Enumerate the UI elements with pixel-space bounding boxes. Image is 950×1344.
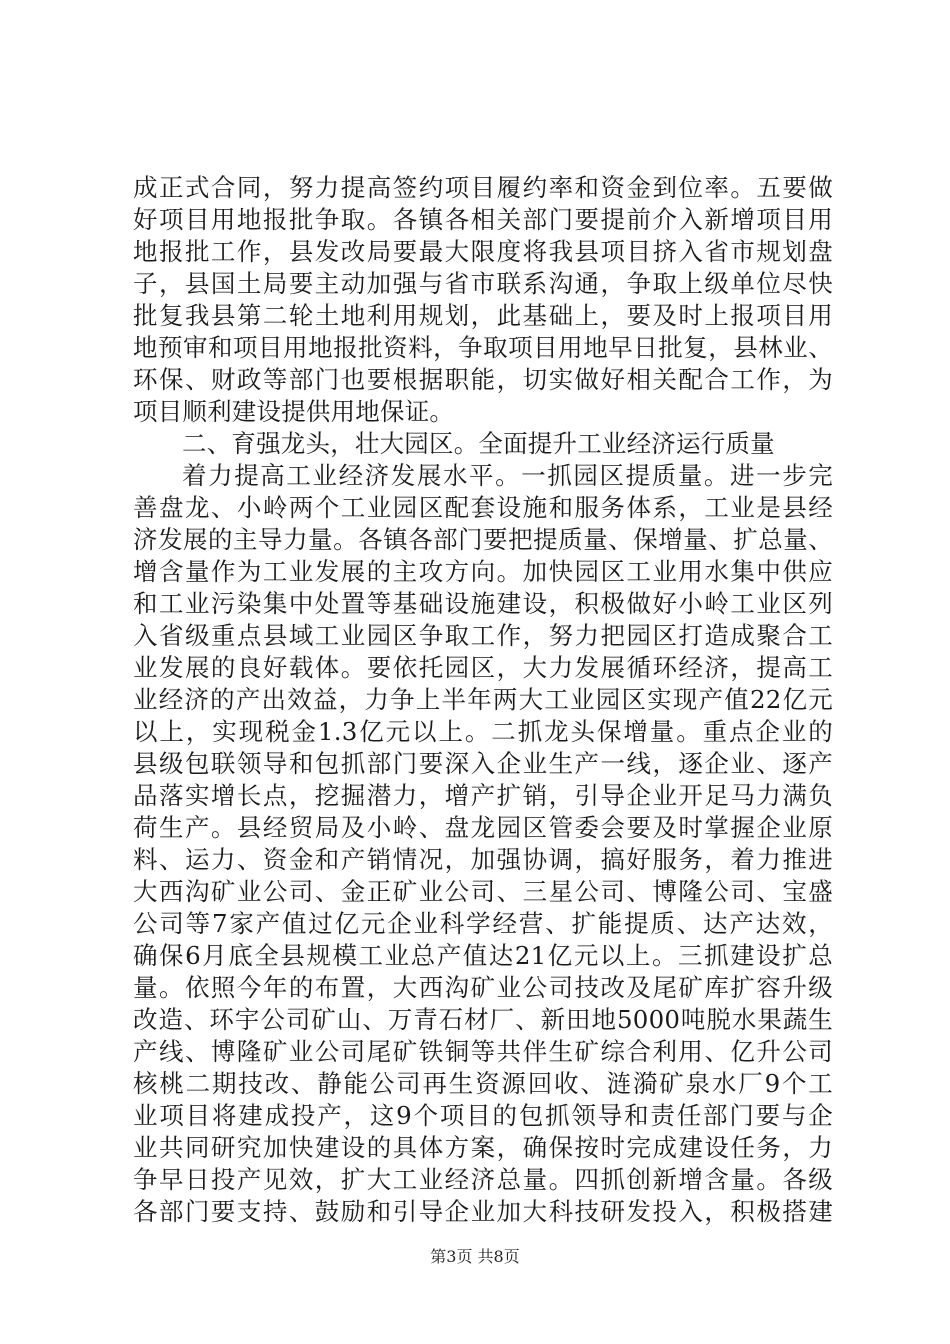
- text-line: 地预审和项目用地报批资料，争取项目用地早日批复，县林业、: [133, 333, 833, 362]
- text-line: 产线、博隆矿业公司尾矿铁铜等共伴生矿综合利用、亿升公司: [133, 1037, 833, 1066]
- text-line: 各部门要支持、鼓励和引导企业加大科技研发投入，积极搭建: [133, 1197, 833, 1226]
- text-line: 量。依照今年的布置，大西沟矿业公司技改及尾矿库扩容升级: [133, 973, 833, 1002]
- text-line: 环保、财政等部门也要根据职能，切实做好相关配合工作，为: [133, 365, 833, 394]
- text-line: 县级包联领导和包抓部门要深入企业生产一线，逐企业、逐产: [133, 749, 833, 778]
- text-line: 荷生产。县经贸局及小岭、盘龙园区管委会要及时掌握企业原: [133, 813, 833, 842]
- text-line: 大西沟矿业公司、金正矿业公司、三星公司、博隆公司、宝盛: [133, 877, 833, 906]
- text-line: 和工业污染集中处置等基础设施建设，积极做好小岭工业区列: [133, 589, 833, 618]
- text-line: 公司等7家产值过亿元企业科学经营、扩能提质、达产达效，: [133, 909, 833, 938]
- text-line: 批复我县第二轮土地利用规划，此基础上，要及时上报项目用: [133, 301, 833, 330]
- text-line: 业经济的产出效益，力争上半年两大工业园区实现产值22亿元: [133, 685, 833, 714]
- text-line: 入省级重点县域工业园区争取工作，努力把园区打造成聚合工: [133, 621, 833, 650]
- text-line: 业共同研究加快建设的具体方案，确保按时完成建设任务，力: [133, 1133, 833, 1162]
- text-line: 确保6月底全县规模工业总产值达21亿元以上。三抓建设扩总: [133, 941, 833, 970]
- text-line: 善盘龙、小岭两个工业园区配套设施和服务体系，工业是县经: [133, 493, 833, 522]
- text-line: 以上，实现税金1.3亿元以上。二抓龙头保增量。重点企业的: [133, 717, 833, 746]
- page-number: 第3页 共8页: [430, 1247, 520, 1266]
- document-body: [133, 172, 833, 1228]
- text-line: 子，县国土局要主动加强与省市联系沟通，争取上级单位尽快: [133, 269, 833, 298]
- text-line: 改造、环宇公司矿山、万青石材厂、新田地5000吨脱水果蔬生: [133, 1005, 833, 1034]
- text-line: 增含量作为工业发展的主攻方向。加快园区工业用水集中供应: [133, 557, 833, 586]
- text-line: 业发展的良好载体。要依托园区，大力发展循环经济，提高工: [133, 653, 833, 682]
- text-line: 成正式合同，努力提高签约项目履约率和资金到位率。五要做: [133, 173, 833, 202]
- text-line: 争早日投产见效，扩大工业经济总量。四抓创新增含量。各级: [133, 1165, 833, 1194]
- text-line: 项目顺利建设提供用地保证。: [133, 397, 455, 426]
- text-line: 济发展的主导力量。各镇各部门要把提质量、保增量、扩总量、: [133, 525, 833, 554]
- text-line: 地报批工作，县发改局要最大限度将我县项目挤入省市规划盘: [133, 237, 833, 266]
- section-heading: 二、育强龙头，壮大园区。全面提升工业经济运行质量: [182, 429, 775, 458]
- text-line: 业项目将建成投产，这9个项目的包抓领导和责任部门要与企: [133, 1101, 833, 1130]
- text-line: 着力提高工业经济发展水平。一抓园区提质量。进一步完: [182, 461, 833, 490]
- text-line: 核桃二期技改、静能公司再生资源回收、涟漪矿泉水厂9个工: [133, 1069, 833, 1098]
- text-line: 料、运力、资金和产销情况，加强协调，搞好服务，着力推进: [133, 845, 833, 874]
- text-line: 好项目用地报批争取。各镇各相关部门要提前介入新增项目用: [133, 205, 833, 234]
- text-line: 品落实增长点，挖掘潜力，增产扩销，引导企业开足马力满负: [133, 781, 833, 810]
